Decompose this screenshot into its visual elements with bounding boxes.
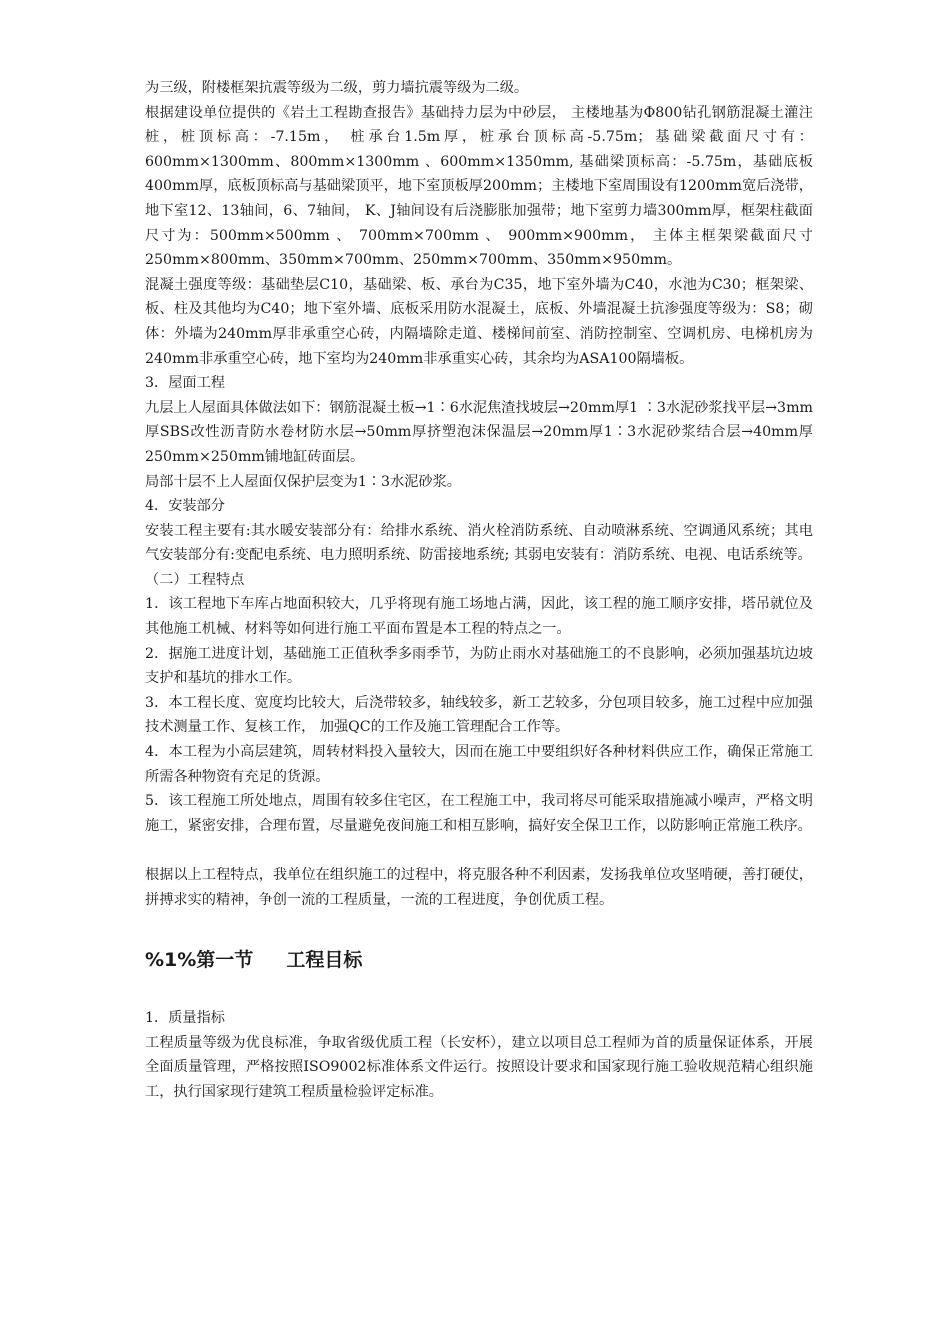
quality-text: 工程质量等级为优良标准，争取省级优质工程（长安杯），建立以项目总工程师为首的质量保证体系，开展全面质量管理，严格按照ISO9002标准体系文件运行。按照设计要求和国家现行施工验收规范精心组织施工，执行国家现行建筑工程质量检验评定标准。 bbox=[145, 1034, 813, 1100]
feature-item-2: 2．据施工进度计划，基础施工正值秋季多雨季节，为防止雨水对基础施工的不良影响，必须加强基坑边坡支护和基坑的排水工作。 bbox=[145, 645, 813, 687]
paragraph-roof-method: 九层上人屋面具体做法如下：钢筋混凝土板→1∶6水泥焦渣找坡层→20mm厚1 ∶3水泥砂浆找平层→3mm厚SBS改性沥青防水卷材防水层→50mm厚挤塑泡沫保温层→20mm厚1∶3水泥砂浆结合层→40mm厚250mm×250mm铺地缸砖面层。 bbox=[145, 399, 813, 465]
section-installation-title: 4．安装部分 bbox=[145, 498, 225, 515]
section-roof-title: 3．屋面工程 bbox=[145, 375, 225, 392]
feature-item-1: 1．该工程地下车库占地面积较大，几乎将现有施工场地占满，因此，该工程的施工顺序安排，塔吊就位及其他施工机械、材料等如何进行施工平面布置是本工程的特点之一。 bbox=[145, 596, 813, 638]
section-features-title: （二）工程特点 bbox=[145, 571, 245, 588]
paragraph-installation: 安装工程主要有:其水暖安装部分有：给排水系统、消火栓消防系统、自动喷淋系统、空调通风系统；其电气安装部分有:变配电系统、电力照明系统、防雷接地系统; 其弱电安装有：消防系统、电视、电话系统等。 bbox=[145, 522, 813, 564]
paragraph-spacer bbox=[145, 838, 813, 863]
section-heading: %1%第一节 工程目标 bbox=[145, 949, 363, 972]
document-body bbox=[145, 76, 813, 1105]
feature-item-4: 4．本工程为小高层建筑，周转材料投入量较大，因而在施工中要组织好各种材料供应工作，确保正常施工所需各种物资有充足的货源。 bbox=[145, 744, 813, 785]
paragraph-foundation: 根据建设单位提供的《岩土工程勘查报告》基础持力层为中砂层， 主楼地基为Φ800钻孔钢筋混凝土灌注桩，桩顶标高：-7.15m， 桩承台1.5m厚，桩承台顶标高-5.75m；基础梁截面尺寸有：600mm×1300mm、800mm×1300mm 、600mm×1350mm, 基础梁顶标高：-5.75m，基础底板400mm厚，底板顶标高与基础梁顶平，地下室顶板厚200mm；主楼地下室周围设有1200mm宽后浇带，地下室12、13轴间，6、7轴间， K、J轴间设有后浇膨胀加强带；地下室剪力墙300mm厚，框架柱截面尺寸为：500mm×500mm 、 700mm×700mm 、 900mm×900mm， 主体主框架梁截面尺寸250mm×800mm、350mm×700mm、250mm×700mm、350mm×950mm。 bbox=[145, 104, 813, 269]
feature-item-5: 5．该工程施工所处地点，周围有较多住宅区，在工程施工中，我司将尽可能采取措施减小噪声，严格文明施工，紧密安排，合理布置，尽量避免夜间施工和相互影响，搞好安全保卫工作，以防影响正常施工秩序。 bbox=[145, 793, 813, 834]
paragraph-concrete-strength: 混凝土强度等级：基础垫层C10，基础梁、板、承台为C35，地下室外墙为C40，水池为C30；框架梁、板、柱及其他均为C40；地下室外墙、底板采用防水混凝土，底板、外墙混凝土抗渗强度等级为：S8；砌体：外墙为240mm厚非承重空心砖，内隔墙除走道、楼梯间前室、消防控制室、空调机房、电梯机房为240mm非承重空心砖，地下室均为240mm非承重实心砖，其余均为ASA100隔墙板。 bbox=[145, 276, 813, 367]
paragraph-seismic-grade: 为三级，附楼框架抗震等级为二级，剪力墙抗震等级为二级。 bbox=[145, 80, 529, 96]
paragraph-conclusion: 根据以上工程特点，我单位在组织施工的过程中，将克服各种不利因素，发扬我单位攻坚啃硬，善打硬仗，拼搏求实的精神，争创一流的工程质量，一流的工程进度，争创优质工程。 bbox=[145, 867, 813, 908]
quality-title: 1．质量指标 bbox=[145, 1010, 225, 1027]
heading-spacer-top bbox=[145, 912, 813, 946]
paragraph-roof-local: 局部十层不上人屋面仅保护层变为1∶3水泥砂浆。 bbox=[145, 473, 461, 490]
feature-item-3: 3．本工程长度、宽度均比较大，后浇带较多，轴线较多，新工艺较多，分包项目较多，施工过程中应加强技术测量工作、复核工作， 加强QC的工作及施工管理配合工作等。 bbox=[145, 694, 813, 736]
heading-spacer-bottom bbox=[145, 974, 813, 1006]
